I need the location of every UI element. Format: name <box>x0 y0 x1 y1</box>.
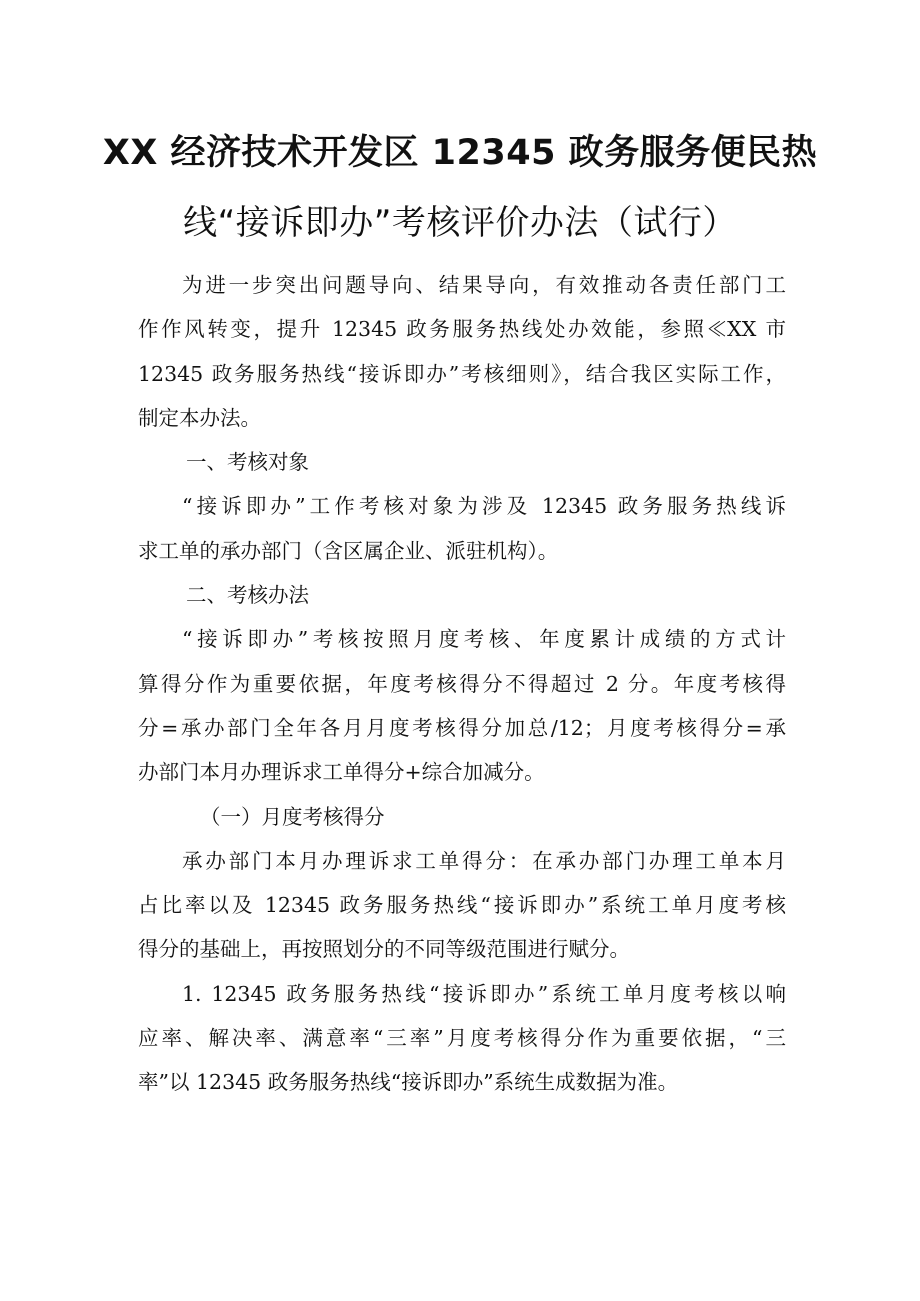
text-line: “接诉即办”工作考核对象为涉及 12345 政务服务热线诉 <box>182 494 786 519</box>
subsection-1-paragraph <box>138 839 786 972</box>
item-1-paragraph <box>138 972 786 1105</box>
section-heading-text: 一、考核对象 <box>186 450 309 475</box>
document-body <box>138 263 786 1105</box>
text-line: 作作风转变，提升 12345 政务服务热线处办效能，参照≪XX 市 <box>138 317 786 342</box>
text-line: 占比率以及 12345 政务服务热线“接诉即办”系统工单月度考核 <box>138 893 786 918</box>
text-line: 分=承办部门全年各月月度考核得分加总/12；月度考核得分=承 <box>138 715 786 740</box>
document-title-line-2: 线“接诉即办”考核评价办法（试行） <box>183 203 737 243</box>
text-line: 制定本办法。 <box>138 405 261 430</box>
text-line: 算得分作为重要依据，年度考核得分不得超过 2 分。年度考核得 <box>138 671 786 696</box>
text-line: 率”以 12345 政务服务热线“接诉即办”系统生成数据为准。 <box>138 1070 679 1095</box>
text-line: 为进一步突出问题导向、结果导向，有效推动各责任部门工 <box>182 273 786 297</box>
text-line: 应率、解决率、满意率“三率”月度考核得分作为重要依据，“三 <box>138 1026 786 1051</box>
subsection-heading-1 <box>138 795 786 839</box>
text-line: 办部门本月办理诉求工单得分+综合加减分。 <box>138 760 545 785</box>
section-heading-2 <box>138 573 786 617</box>
section-2-paragraph <box>138 617 786 794</box>
section-heading-text: 二、考核办法 <box>186 583 309 608</box>
document-title-line-1: XX 经济技术开发区 12345 政务服务便民热 <box>102 133 818 173</box>
text-line: 承办部门本月办理诉求工单得分：在承办部门办理工单本月 <box>182 848 786 873</box>
text-line: 12345 政务服务热线“接诉即办”考核细则》，结合我区实际工作， <box>138 361 786 386</box>
text-line: “接诉即办”考核按照月度考核、年度累计成绩的方式计 <box>182 627 786 652</box>
text-line: 1. 12345 政务服务热线“接诉即办”系统工单月度考核以响 <box>182 981 786 1006</box>
intro-paragraph <box>138 263 786 440</box>
section-1-paragraph <box>138 484 786 573</box>
subsection-heading-text: （一）月度考核得分 <box>200 804 385 829</box>
section-heading-1 <box>138 440 786 484</box>
text-line: 得分的基础上，再按照划分的不同等级范围进行赋分。 <box>138 937 630 962</box>
text-line: 求工单的承办部门（含区属企业、派驻机构）。 <box>138 538 559 563</box>
